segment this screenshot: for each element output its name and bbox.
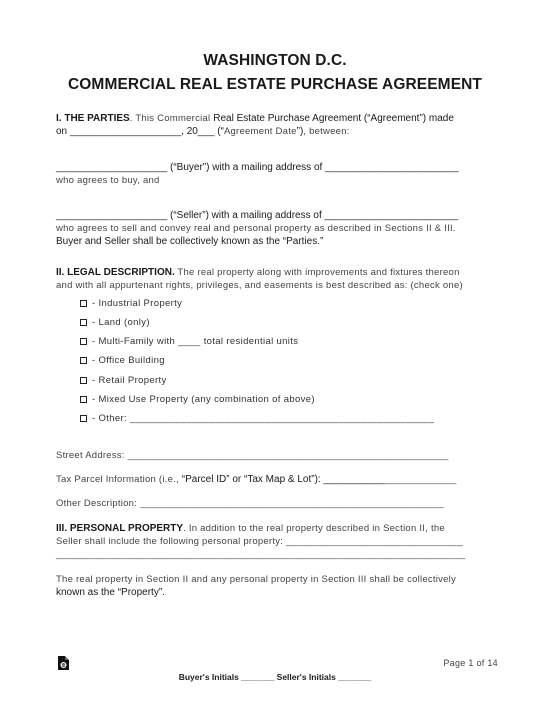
seller-line: ____________________ (“Seller”) with a mailing address of ________________________ — [56, 210, 458, 221]
legal-description-text: and with all appurtenant rights, privileges, and easements is best described as: (check one) — [56, 280, 463, 291]
document-title: COMMERCIAL REAL ESTATE PURCHASE AGREEMENT — [67, 76, 482, 93]
parties-intro: I. THE PARTIES. This Commercial Real Estate Purchase Agreement (“Agreement”) made — [56, 113, 454, 124]
option-land[interactable]: - Land (only) — [80, 317, 150, 328]
buyer-subtext: who agrees to buy, and — [56, 175, 160, 186]
checkbox[interactable] — [80, 377, 87, 384]
section-heading-personal: III. PERSONAL PROPERTY — [56, 523, 184, 534]
option-office[interactable]: - Office Building — [80, 355, 165, 366]
personal-property-line-2[interactable]: __________________________________________________________________________ — [56, 549, 466, 560]
checkbox[interactable] — [80, 357, 87, 364]
checkbox[interactable] — [80, 396, 87, 403]
initials-line: Buyer's Initials _______ Seller's Initials _______ — [178, 672, 372, 682]
option-retail[interactable]: - Retail Property — [80, 375, 167, 386]
document-logo-icon — [58, 656, 69, 670]
document-title-state: WASHINGTON D.C. — [203, 52, 347, 69]
checkbox[interactable] — [80, 300, 87, 307]
seller-subtext: who agrees to sell and convey real and personal property as described in Sections II & III. — [56, 223, 456, 234]
page-number: Page 1 of 14 — [443, 658, 498, 668]
street-address-field[interactable]: Street Address: __________________________________________________________ — [56, 450, 449, 461]
personal-property-intro: III. PERSONAL PROPERTY. In addition to the real property described in Section II, the — [56, 523, 445, 534]
checkbox[interactable] — [80, 415, 87, 422]
parties-collective: Buyer and Seller shall be collectively known as the “Parties.” — [56, 236, 324, 247]
checkbox[interactable] — [80, 338, 87, 345]
property-collective-2: known as the “Property”. — [56, 587, 165, 598]
option-mixed-use[interactable]: - Mixed Use Property (any combination of above) — [80, 394, 315, 405]
property-collective: The real property in Section II and any personal property in Section III shall be collectively — [56, 574, 457, 585]
section-heading-legal: II. LEGAL DESCRIPTION. — [56, 267, 175, 278]
option-multi-family[interactable]: - Multi-Family with ____ total residential units — [80, 336, 298, 347]
section-heading-parties: I. THE PARTIES — [56, 113, 130, 124]
option-other[interactable]: - Other: ______________________________________________________ — [80, 413, 434, 424]
checkbox[interactable] — [80, 319, 87, 326]
option-industrial[interactable]: - Industrial Property — [80, 298, 182, 309]
agreement-date-line: on ____________________, 20___ (“Agreement Date”), between: — [56, 126, 350, 137]
legal-description-intro: II. LEGAL DESCRIPTION. The real property along with improvements and fixtures thereon — [56, 267, 460, 278]
tax-parcel-field[interactable]: Tax Parcel Information (i.e., “Parcel ID” or “Tax Map & Lot”): ________________________ — [56, 474, 457, 485]
personal-property-line[interactable]: Seller shall include the following personal property: ________________________________ — [56, 536, 464, 547]
other-description-field[interactable]: Other Description: _______________________________________________________ — [56, 498, 445, 509]
buyer-line: ____________________ (“Buyer”) with a mailing address of ________________________ — [56, 162, 459, 173]
